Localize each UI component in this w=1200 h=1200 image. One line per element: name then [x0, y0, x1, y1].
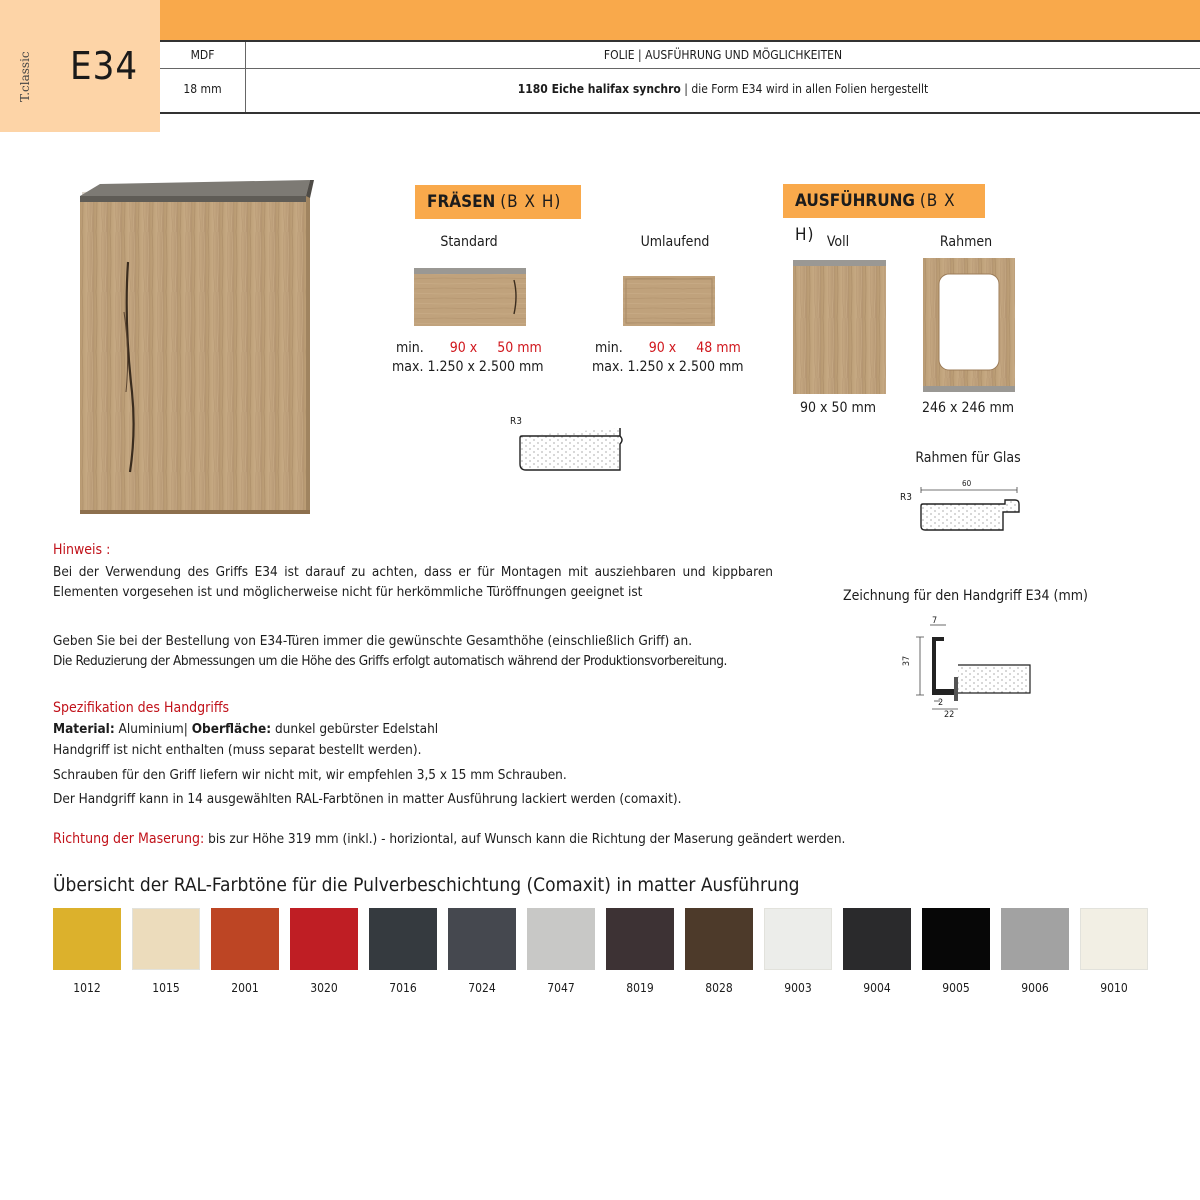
- ral-swatch-9005: [922, 908, 990, 970]
- handgriff-drawing-title: Zeichnung für den Handgriff E34 (mm): [843, 588, 1088, 604]
- ral-code-3020: 3020: [310, 981, 338, 995]
- standard-profile-drawing: [516, 426, 628, 474]
- ral-code-8028: 8028: [705, 981, 733, 995]
- umlaufend-max: max. 1.250 x 2.500 mm: [592, 359, 744, 375]
- glas-profile-drawing: [913, 482, 1025, 536]
- ral-code-9010: 9010: [1100, 981, 1128, 995]
- brand-logo: T.classic: [18, 51, 32, 102]
- ral-code-1015: 1015: [152, 981, 180, 995]
- richtung-der-maserung: Richtung der Maserung: bis zur Höhe 319 mm (inkl.) - horiziontal, auf Wunsch kann die Richtung der Maserung geändert werden.: [53, 831, 846, 847]
- header-col-folie: FOLIE | AUSFÜHRUNG UND MÖGLICHKEITEN: [603, 48, 843, 62]
- ral-swatch-2001: [211, 908, 279, 970]
- hinweis-title: Hinweis :: [53, 542, 111, 558]
- dim-2: 2: [938, 698, 944, 708]
- ral-code-9006: 9006: [1021, 981, 1049, 995]
- ral-swatch-3020: [290, 908, 358, 970]
- ral-code-9005: 9005: [942, 981, 970, 995]
- ral-swatch-8028: [685, 908, 753, 970]
- ral-swatch-9004: [843, 908, 911, 970]
- ral-swatch-9010: [1080, 908, 1148, 970]
- header-table: [160, 40, 1200, 114]
- ral-swatch-9003: [764, 908, 832, 970]
- glas-r3-label: R3: [900, 492, 912, 503]
- ral-swatch-9006: [1001, 908, 1069, 970]
- umlaufend-min: min. 90 x 48 mm: [595, 340, 741, 356]
- rahmen-glas-label: Rahmen für Glas: [915, 450, 1021, 466]
- standard-label: Standard: [440, 234, 498, 250]
- door-image: [52, 172, 342, 522]
- hinweis-paragraph-1: Bei der Verwendung des Griffs E34 ist darauf zu achten, dass er für Montagen mit ausziehbaren und kippbaren Elementen vorgesehen ist und möglicherweise nicht für herkömmliche Türöffnungen geeignet ist: [53, 564, 773, 600]
- ral-swatch-8019: [606, 908, 674, 970]
- handgriff-drawing: [900, 615, 1040, 725]
- spec-line-4: Der Handgriff kann in 14 ausgewählten RAL-Farbtönen in matter Ausführung lackiert werden (comaxit).: [53, 791, 682, 807]
- ral-code-1012: 1012: [73, 981, 101, 995]
- spec-line-3: Schrauben für den Griff liefern wir nicht mit, wir empfehlen 3,5 x 15 mm Schrauben.: [53, 767, 567, 783]
- ral-swatch-7016: [369, 908, 437, 970]
- ral-code-7024: 7024: [468, 981, 496, 995]
- product-code: E34: [70, 44, 139, 88]
- header-thickness: 18 mm: [183, 82, 222, 96]
- standard-max: max. 1.250 x 2.500 mm: [392, 359, 544, 375]
- header-accent-bar: [160, 0, 1200, 40]
- ral-code-8019: 8019: [626, 981, 654, 995]
- rahmen-size: 246 x 246 mm: [921, 400, 1015, 416]
- glas-dim-60: 60: [962, 479, 972, 488]
- dim-22: 22: [944, 710, 955, 720]
- ausfuehrung-heading: AUSFÜHRUNG (B X H): [783, 184, 985, 218]
- ral-code-7047: 7047: [547, 981, 575, 995]
- header-col-mdf: MDF: [190, 48, 215, 62]
- dim-37: 37: [902, 655, 913, 667]
- spec-line-2: Handgriff ist nicht enthalten (muss separat bestellt werden).: [53, 742, 422, 758]
- ral-code-9004: 9004: [863, 981, 891, 995]
- hinweis-paragraph-2b: Die Reduzierung der Abmessungen um die Höhe des Griffs erfolgt automatisch während der Produktionsvorbereitung.: [53, 653, 728, 669]
- hinweis-paragraph-2a: Geben Sie bei der Bestellung von E34-Türen immer die gewünschte Gesamthöhe (einschließlich Griff) an.: [53, 633, 693, 649]
- ral-code-7016: 7016: [389, 981, 417, 995]
- spec-material: Material: Aluminium| Oberfläche: dunkel gebürster Edelstahl: [53, 721, 439, 737]
- standard-min: min. 90 x 50 mm: [396, 340, 542, 356]
- voll-size: 90 x 50 mm: [799, 400, 877, 416]
- ral-code-9003: 9003: [784, 981, 812, 995]
- ral-swatch-1015: [132, 908, 200, 970]
- rahmen-sample: [923, 258, 1015, 394]
- ral-swatch-1012: [53, 908, 121, 970]
- ral-code-2001: 2001: [231, 981, 259, 995]
- voll-label: Voll: [826, 234, 850, 250]
- umlaufend-sample: [623, 276, 715, 326]
- ral-swatch-7047: [527, 908, 595, 970]
- umlaufend-label: Umlaufend: [640, 234, 710, 250]
- voll-sample: [793, 258, 886, 394]
- fraesen-heading: FRÄSEN (B X H): [415, 185, 581, 219]
- dim-7: 7: [932, 616, 938, 626]
- ral-swatch-7024: [448, 908, 516, 970]
- header-finish: 1180 Eiche halifax synchro | die Form E34 wird in allen Folien hergestellt: [517, 82, 929, 96]
- ral-title: Übersicht der RAL-Farbtöne für die Pulverbeschichtung (Comaxit) in matter Ausführung: [53, 874, 800, 896]
- spec-title: Spezifikation des Handgriffs: [53, 700, 230, 716]
- rahmen-label: Rahmen: [939, 234, 993, 250]
- profile-r3-label: R3: [510, 416, 522, 427]
- standard-sample: [414, 266, 526, 326]
